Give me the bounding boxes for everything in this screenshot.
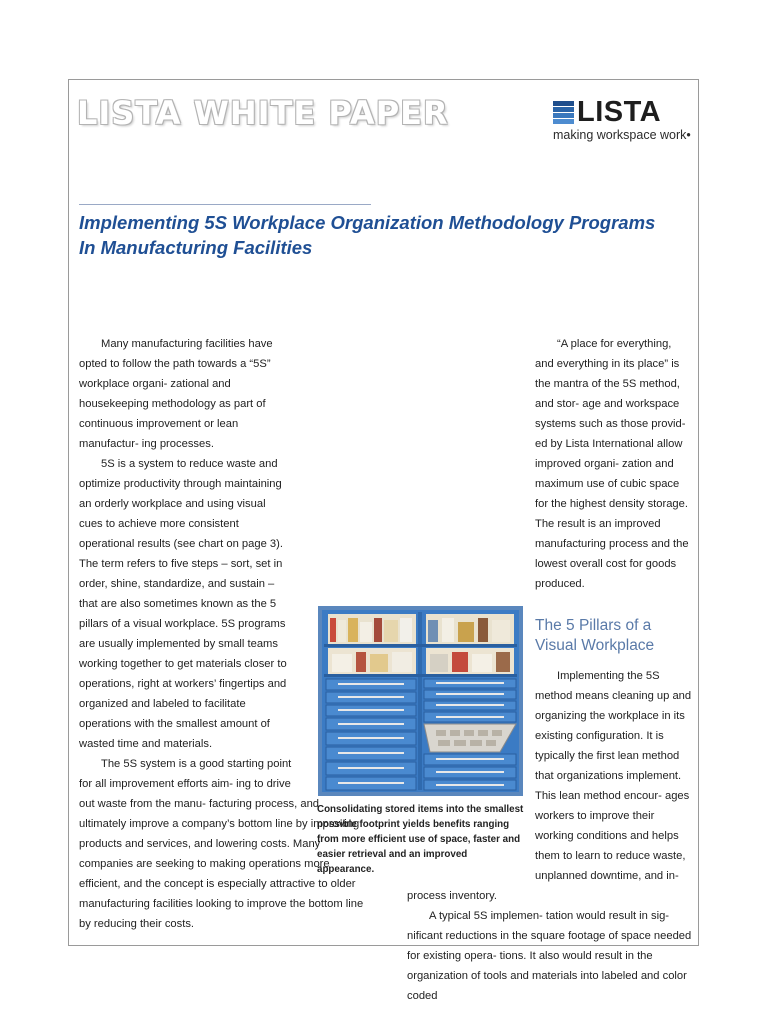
- logo-stripes-icon: [553, 101, 574, 124]
- right-paragraph-2: A typical 5S implemen- tation would result in sig- nificant reductions in the square footage of space needed for existing opera- tions. It also would result in the organization of tools and materials into labeled and color coded: [407, 910, 692, 1002]
- storage-cabinet-icon: [318, 606, 523, 796]
- logo-tagline: making workspace work•: [553, 128, 691, 142]
- title-rule: [79, 204, 371, 205]
- logo-text: LISTA: [577, 96, 662, 128]
- storage-cabinet-photo: [318, 606, 523, 796]
- header-title: LISTA WHITE PAPER: [77, 94, 449, 132]
- white-paper-page: [68, 79, 699, 1002]
- left-paragraph-1: Many manufacturing facilities have opted to follow the path towards a “5S” workplace organi- zational and housekeeping methodology as part of continuous improvement or lean manufactur- ing processes.: [79, 338, 273, 450]
- figure-caption: Consolidating stored items into the smallest possible footprint yields benefits ranging from more efficient use of space, faster and easier retrieval and an improved appearance.: [317, 804, 524, 875]
- left-paragraph-3: The 5S system is a good starting point for all improvement efforts aim- ing to drive out waste from the manu- facturing process, and ultimately improve a company’s bottom line by improving products and services, and lowering costs. Many companies are seeking to making operations more efficient, and the concept is especially attractive to older manufacturing facilities looking to improve the bottom line by reducing their costs.: [79, 758, 364, 930]
- right-intro-paragraph: “A place for everything, and everything in its place” is the mantra of the 5S method, and stor- age and workspace systems such as those provid- ed by Lista International allow improved organi- zation and maximum use of cubic space for the highest density storage. The result is an improved manufacturing process and the lowest overall cost for goods produced.: [535, 338, 689, 590]
- document-title: Implementing 5S Workplace Organization Methodology Programs In Manufacturing Facilities: [79, 212, 656, 258]
- left-paragraph-2: 5S is a system to reduce waste and optimize productivity through maintaining an orderly workplace and using visual cues to achieve more consistent operational results (see chart on page 3). The term refers to five steps – sort, set in order, shine, standardize, and sustain – that are also sometimes known as the 5 pillars of a visual workplace. 5S programs are usually implemented by small teams working together to get materials closer to operations, right at workers’ fingertips and organized and labeled to facilitate operations with the smallest amount of wasted time and materials.: [79, 458, 287, 750]
- right-paragraph-1: Implementing the 5S method means cleaning up and organizing the workplace in its existing configuration. It is typically the first lean method that organizations implement. This lean method encour- ages workers to improve their working conditions and helps them to learn to reduce waste, unplanned downtime, and in-process inventory.: [407, 670, 692, 902]
- lista-logo: [553, 98, 693, 146]
- section-heading: The 5 Pillars of a Visual Workplace: [535, 617, 655, 654]
